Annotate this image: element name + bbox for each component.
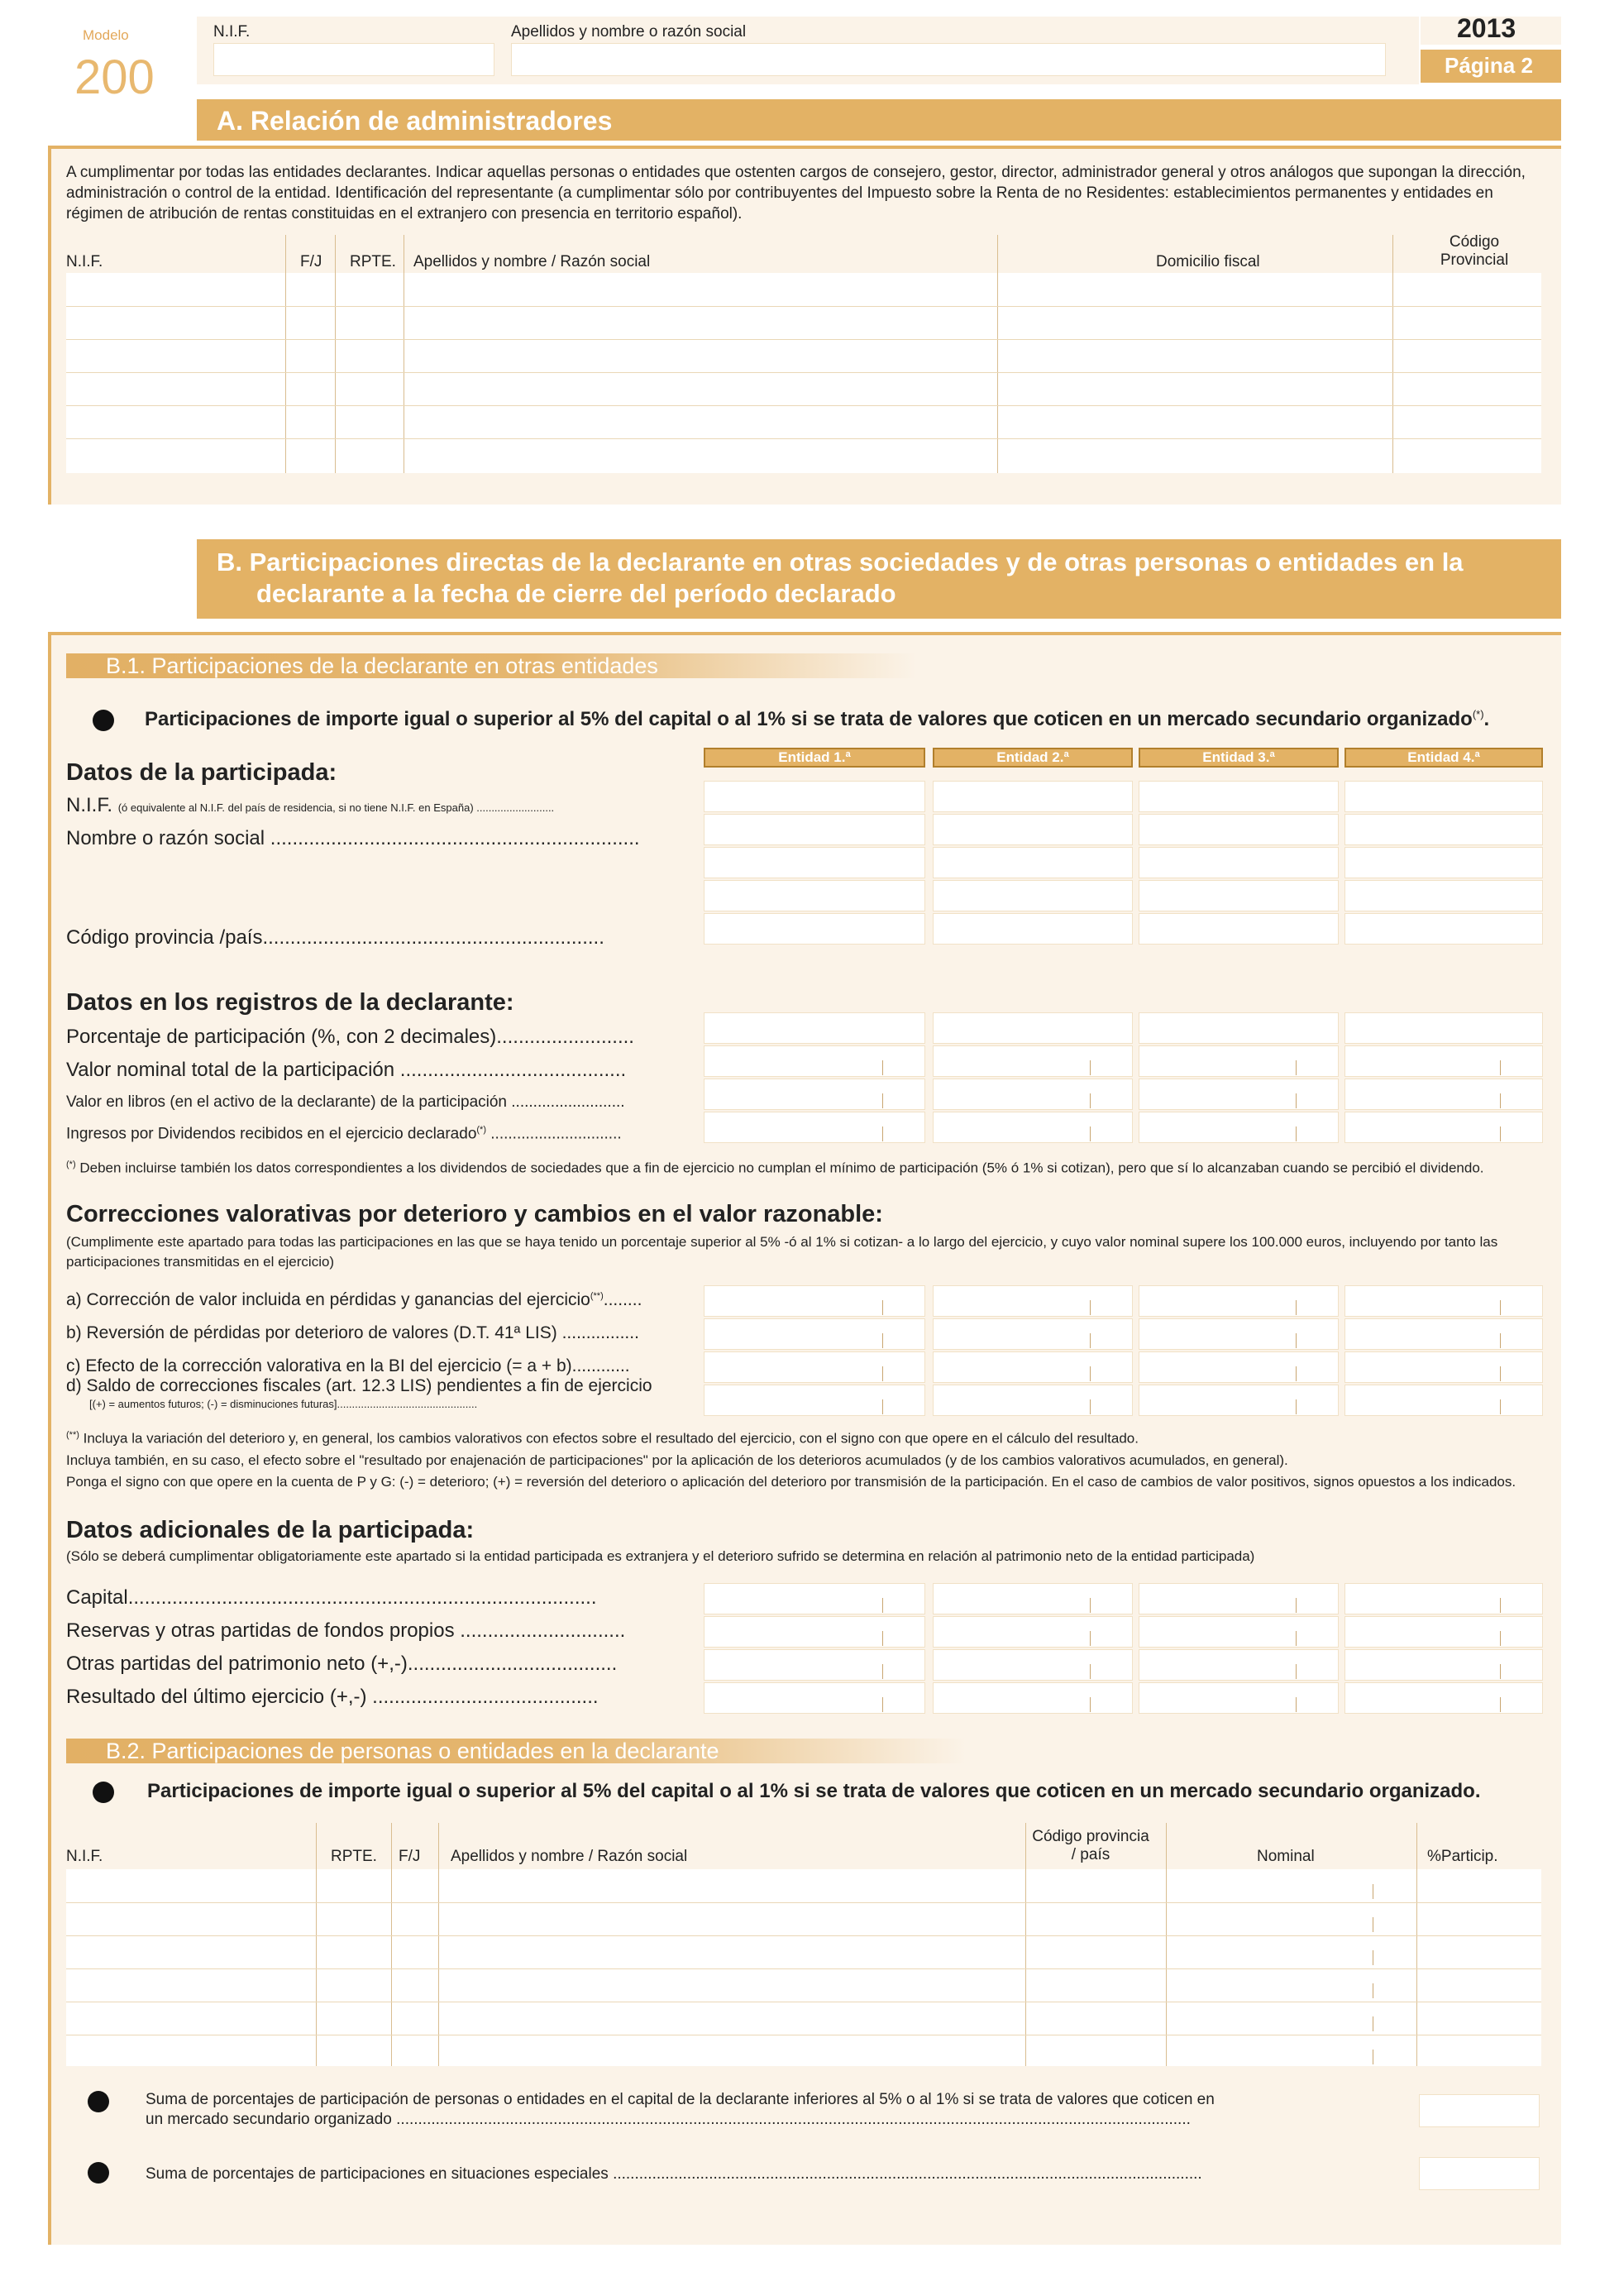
entity-3-input[interactable] [1139,1682,1339,1714]
row-a-dots: ........ [603,1290,642,1309]
decimal-separator [882,1399,883,1414]
decimal-separator [1090,1399,1091,1414]
page-label: Página 2 [1445,53,1533,78]
bullet-icon [88,2162,109,2184]
bullet-icon [93,1782,114,1803]
resultado-row-label: Resultado del último ejercicio (+,-) ......................................... [66,1686,599,1708]
correcciones-heading: Correcciones valorativas por deterioro y cambios en el valor razonable: [66,1201,883,1227]
codigo-row-label: Código provincia /país.............................................................. [66,926,604,949]
entity-4-input[interactable] [1344,847,1543,878]
decimal-separator [1296,1300,1297,1315]
entity-2-input[interactable] [933,1616,1133,1648]
decimal-separator [882,1060,883,1075]
suma2-field[interactable] [1419,2157,1540,2190]
ingresos-row-dots: .............................. [486,1125,622,1143]
nif-field[interactable] [213,43,494,76]
adicionales-heading: Datos adicionales de la participada: [66,1517,475,1543]
entity-4-input[interactable] [1344,1583,1543,1614]
entity-1-input[interactable] [704,1285,925,1317]
decimal-separator [1500,1300,1501,1315]
entity-2-input[interactable] [933,781,1133,812]
decimal-separator [1090,1093,1091,1108]
decimal-separator [1090,1664,1091,1679]
entity-1-input[interactable] [704,913,925,945]
entity-4-header: Entidad 4.ª [1344,748,1543,768]
decimal-separator [1090,1697,1091,1712]
decimal-separator [1296,1399,1297,1414]
adicionales-note: (Sólo se deberá cumplimentar obligatoriamente este apartado si la entidad participada es extranjera y el deterioro sufrido se determina en relación al patrimonio neto de la entidad participada) [66,1548,1255,1564]
entity-4-input[interactable] [1344,1351,1543,1383]
decimal-separator [1296,1060,1297,1075]
entity-3-input[interactable] [1139,1583,1339,1614]
entity-1-input[interactable] [704,880,925,911]
bullet-icon [88,2091,109,2112]
note-2-line1: Incluya la variación del deterioro y, en general, los cambios valorativos con efectos sobre el resultado del ejercicio, con el signo con que opere en el cálculo del resultado. [79,1430,1139,1447]
entity-2-input[interactable] [933,1285,1133,1317]
valor-libros-row-label: Valor en libros (en el activo de la declarante) de la participación .......................... [66,1093,625,1111]
decimal-separator [882,1300,883,1315]
registros-heading: Datos en los registros de la declarante: [66,989,514,1016]
administradores-table[interactable] [66,273,1541,473]
entity-2-header: Entidad 2.ª [933,748,1133,768]
participada-heading: Datos de la participada: [66,759,337,786]
entity-3-input[interactable] [1139,1285,1339,1317]
decimal-separator [882,1366,883,1381]
entity-3-input[interactable] [1139,847,1339,878]
section-a-intro: A cumplimentar por todas las entidades declarantes. Indicar aquellas personas o entidades que ostenten cargos de consejero, gestor, director, administrador general y otros análogos que supongan la dirección, administración o control de la entidad. Identificación del representante (a cumplimentar sólo por contribuyentes del Impuesto sobre la Renta de no Residentes: establecimientos permanentes y entidades en régimen de atribución de rentas constituidas en el extranjero con presencia en territorio español). [66,164,1526,222]
entity-2-input[interactable] [933,814,1133,845]
decimal-separator [882,1333,883,1348]
entity-4-input[interactable] [1344,814,1543,845]
entity-4-input[interactable] [1344,1616,1543,1648]
b2-col-apellidos: Apellidos y nombre / Razón social [451,1848,688,1865]
row-a-label [66,1290,642,1310]
decimal-separator [1500,1126,1501,1141]
entity-3-input[interactable] [1139,1385,1339,1416]
b1-subheader: B.1. Participaciones de la declarante en otras entidades [66,653,916,678]
entity-3-input[interactable] [1139,1045,1339,1077]
decimal-separator [1090,1598,1091,1613]
section-b-title-line1: B. Participaciones directas de la declarante en otras sociedades y de otras personas o entidades en la [217,548,1464,576]
decimal-separator [1296,1366,1297,1381]
entity-3-input[interactable] [1139,1649,1339,1681]
otras-row-label: Otras partidas del patrimonio neto (+,-)...................................... [66,1653,618,1675]
entity-4-input[interactable] [1344,1112,1543,1143]
entity-3-input[interactable] [1139,880,1339,911]
decimal-separator [1090,1333,1091,1348]
b2-col-rpte: RPTE. [331,1848,377,1865]
col-domicilio: Domicilio fiscal [1156,253,1260,270]
b1-bullet-text: Participaciones de importe igual o superior al 5% del capital o al 1% si se trata de valores que coticen en un mercado secundario organizado(*). [145,708,1490,730]
entity-1-input[interactable] [704,1112,925,1143]
apellidos-label: Apellidos y nombre o razón social [511,23,747,41]
row-a-sup: (**) [590,1291,604,1301]
decimal-separator [882,1126,883,1141]
entity-2-input[interactable] [933,1079,1133,1110]
decimal-separator [1296,1598,1297,1613]
b2-col-nif: N.I.F. [66,1848,103,1865]
entity-4-input[interactable] [1344,1079,1543,1110]
entity-2-input[interactable] [933,1649,1133,1681]
entity-2-input[interactable] [933,847,1133,878]
note-2 [66,1424,1546,1493]
suma2-text: Suma de porcentajes de participaciones en situaciones especiales ....................................................................................................................................... [146,2165,1202,2183]
decimal-separator [1500,1366,1501,1381]
valor-nominal-row-label: Valor nominal total de la participación ......................................... [66,1059,627,1081]
entity-4-input[interactable] [1344,781,1543,812]
row-d-label: d) Saldo de correcciones fiscales (art. 12.3 LIS) pendientes a fin de ejercicio [66,1376,652,1395]
b2-col-particip: %Particip. [1427,1848,1498,1865]
suma1-field[interactable] [1419,2094,1540,2127]
entity-4-input[interactable] [1344,913,1543,945]
suma1-line1: Suma de porcentajes de participación de personas o entidades en el capital de la declarante inferiores al 5% o al 1% si se trata de valores que coticen en [146,2091,1215,2108]
entity-3-input[interactable] [1139,1079,1339,1110]
entity-4-input[interactable] [1344,1285,1543,1317]
decimal-separator [1500,1060,1501,1075]
decimal-separator [1090,1300,1091,1315]
b1-bullet-sup: (*) [1472,708,1484,720]
note-2-line2: Incluya también, en su caso, el efecto sobre el "resultado por enajenación de participaciones" por la aplicación de los deterioros acumulados (y de los cambios valorativos acumulados, en general). [66,1452,1288,1468]
decimal-separator [1500,1697,1501,1712]
decimal-separator [1296,1333,1297,1348]
entity-2-input[interactable] [933,1112,1133,1143]
entity-4-input[interactable] [1344,1649,1543,1681]
reservas-row-label: Reservas y otras partidas de fondos propios .............................. [66,1619,626,1642]
entity-4-input[interactable] [1344,880,1543,911]
entity-3-input[interactable] [1139,1318,1339,1350]
entity-2-input[interactable] [933,1318,1133,1350]
decimal-separator [1090,1060,1091,1075]
decimal-separator [1500,1093,1501,1108]
entity-2-input[interactable] [933,1045,1133,1077]
entity-4-input[interactable] [1344,1682,1543,1714]
entity-3-input[interactable] [1139,1012,1339,1044]
decimal-separator [1500,1333,1501,1348]
decimal-separator [882,1664,883,1679]
entity-4-input[interactable] [1344,1045,1543,1077]
nif-row-main: N.I.F. [66,794,113,816]
entity-3-input[interactable] [1139,1112,1339,1143]
row-a-main: a) Corrección de valor incluida en pérdidas y ganancias del ejercicio [66,1290,590,1309]
entity-2-input[interactable] [933,913,1133,945]
nif-row-label [66,794,554,817]
b2-subheader: B.2. Participaciones de personas o entidades en la declarante [66,1739,966,1763]
modelo-label: Modelo [83,27,129,43]
col-nif: N.I.F. [66,253,103,270]
note-1 [66,1155,1546,1179]
decimal-separator [1296,1631,1297,1646]
note-2-line3: Ponga el signo con que opere en la cuenta de P y G: (-) = deterioro; (+) = reversión del deterioro o aplicación del deterioro por transmisión de la participación. En el caso de cambios de valor positivos, signos opuestos a los indicados. [66,1473,1516,1490]
decimal-separator [882,1697,883,1712]
ingresos-row-label [66,1125,622,1143]
note-2-sup: (**) [66,1430,79,1440]
b2-col-nominal: Nominal [1257,1848,1315,1865]
suma1-line2: un mercado secundario organizado ...................................................................................................................................................................................... [146,2111,1191,2128]
entity-1-input[interactable] [704,1583,925,1614]
entity-1-input[interactable] [704,1385,925,1416]
capital-row-label: Capital..................................................................................... [66,1586,597,1609]
entity-1-input[interactable] [704,1682,925,1714]
b2-table[interactable] [66,1869,1541,2066]
apellidos-field[interactable] [511,43,1386,76]
col-rpte: RPTE. [350,253,396,270]
decimal-separator [882,1631,883,1646]
entity-2-input[interactable] [933,1012,1133,1044]
entity-1-input[interactable] [704,814,925,845]
nif-label: N.I.F. [213,23,251,41]
entity-2-input[interactable] [933,1682,1133,1714]
col-codigo: Código Provincial [1440,233,1509,269]
modelo-number: 200 [74,50,155,104]
decimal-separator [1500,1664,1501,1679]
entity-2-input[interactable] [933,1351,1133,1383]
entity-2-input[interactable] [933,880,1133,911]
b2-col-codigo: Código provincia / país [1032,1828,1149,1863]
entity-1-input[interactable] [704,1351,925,1383]
decimal-separator [1500,1631,1501,1646]
decimal-separator [1296,1093,1297,1108]
entity-4-input[interactable] [1344,1318,1543,1350]
correcciones-note: (Cumplimente este apartado para todas las participaciones en las que se haya tenido un porcentaje superior al 5% -ó al 1% si cotizan- a lo largo del ejercicio, y cuyo valor nominal supere los 100.000 euros, incluyendo por tanto las participaciones transmitidas en el ejercicio) [66,1234,1498,1270]
decimal-separator [1500,1598,1501,1613]
entity-4-input[interactable] [1344,1385,1543,1416]
note-1-text: Deben incluirse también los datos correspondientes a los dividendos de sociedades que a fin de ejercicio no cumplan el mínimo de participación (5% ó 1% si cotizan), pero que sí lo alcanzaban cuando se percibió el dividendo. [75,1160,1484,1176]
b2-bullet-text: Participaciones de importe igual o superior al 5% del capital o al 1% si se trata de valores que coticen en un mercado secundario organizado. [147,1780,1481,1802]
decimal-separator [1296,1126,1297,1141]
entity-3-header: Entidad 3.ª [1139,748,1339,768]
entity-3-input[interactable] [1139,814,1339,845]
row-c-label: c) Efecto de la corrección valorativa en la BI del ejercicio (= a + b)............ [66,1356,630,1375]
entity-1-input[interactable] [704,1012,925,1044]
decimal-separator [882,1093,883,1108]
entity-1-input[interactable] [704,1045,925,1077]
ingresos-row-sup: (*) [476,1125,486,1135]
entity-3-input[interactable] [1139,913,1339,945]
row-b-label: b) Reversión de pérdidas por deterioro de valores (D.T. 41ª LIS) ................ [66,1323,639,1342]
entity-3-input[interactable] [1139,781,1339,812]
entity-3-input[interactable] [1139,1351,1339,1383]
b1-bullet-main: Participaciones de importe igual o superior al 5% del capital o al 1% si se trata de valores que coticen en un mercado secundario organizado [145,708,1473,730]
entity-1-input[interactable] [704,1649,925,1681]
entity-1-input[interactable] [704,1079,925,1110]
decimal-separator [1090,1631,1091,1646]
entity-1-input[interactable] [704,781,925,812]
col-apellidos: Apellidos y nombre / Razón social [413,253,651,270]
decimal-separator [1500,1399,1501,1414]
entity-3-input[interactable] [1139,1616,1339,1648]
decimal-separator [1090,1366,1091,1381]
entity-1-input[interactable] [704,1318,925,1350]
decimal-separator [1296,1697,1297,1712]
year: 2013 [1457,13,1516,43]
nif-row-note: (ó equivalente al N.I.F. del país de residencia, si no tiene N.I.F. en España) .......................... [117,801,555,814]
b2-col-fj: F/J [399,1848,421,1865]
entity-1-input[interactable] [704,1616,925,1648]
nombre-row-label: Nombre o razón social ................................................................... [66,827,640,849]
decimal-separator [1090,1126,1091,1141]
section-a-title: A. Relación de administradores [217,106,613,136]
entity-4-input[interactable] [1344,1012,1543,1044]
decimal-separator [882,1598,883,1613]
bullet-icon [93,710,114,731]
ingresos-row-main: Ingresos por Dividendos recibidos en el ejercicio declarado [66,1125,477,1143]
section-b-title-line2: declarante a la fecha de cierre del período declarado [256,579,896,608]
col-fj: F/J [300,253,322,270]
entity-1-input[interactable] [704,847,925,878]
entity-2-input[interactable] [933,1385,1133,1416]
entity-1-header: Entidad 1.ª [704,748,925,768]
note-1-sup: (*) [66,1160,76,1170]
entity-2-input[interactable] [933,1583,1133,1614]
row-d-note: [(+) = aumentos futuros; (-) = disminuciones futuras]............................................... [89,1398,478,1410]
decimal-separator [1296,1664,1297,1679]
porcentaje-row-label: Porcentaje de participación (%, con 2 decimales)......................... [66,1026,634,1048]
